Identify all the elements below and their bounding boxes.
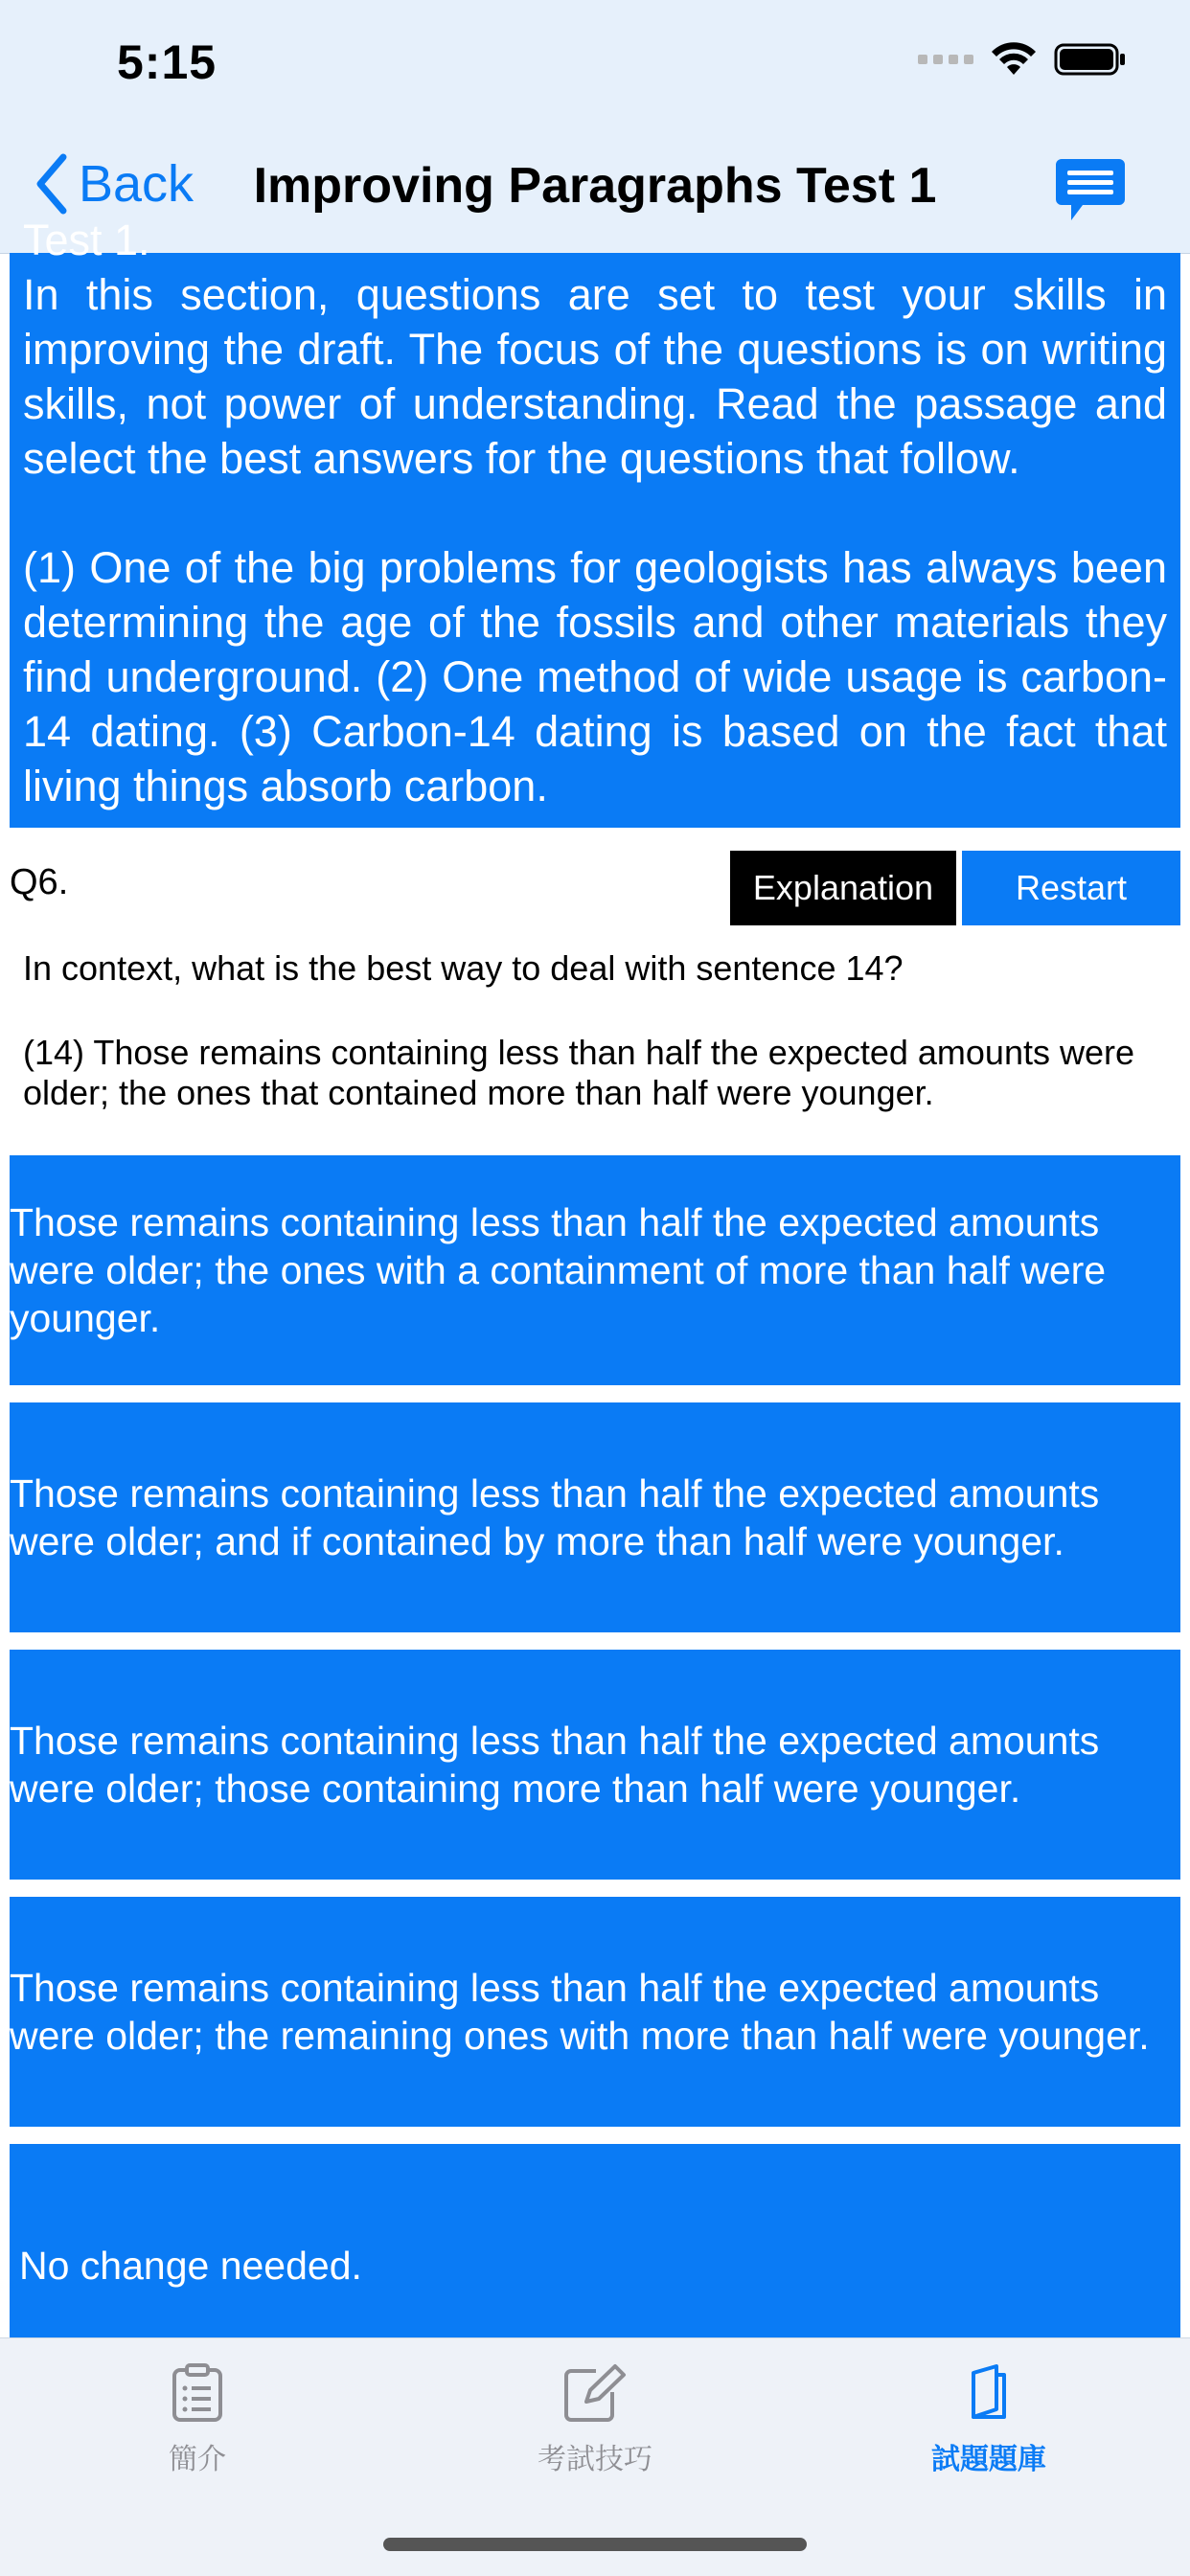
answer-option-5[interactable] [10,2144,1180,2337]
answer-option-1[interactable] [10,1155,1180,1385]
tab-label: 簡介 [169,2444,226,2475]
tab-intro[interactable] [102,2363,293,2477]
passage-panel[interactable] [10,216,1180,828]
status-icons [918,42,1127,77]
page-title: Improving Paragraphs Test 1 [253,158,937,214]
question-number: Q6. [10,862,69,902]
passage-clipped-line: Test 1. [23,216,150,264]
answer-option-text: Those remains containing less than half the expected amounts were older; the remaining ones with more than half were younger. [10,1966,1150,2058]
tab-label: 考試技巧 [538,2444,652,2475]
passage-body: (1) One of the big problems for geologists has always been determining the age of the fossils and other materials they find underground. (2) One method of wide usage is carbon-14 dating. (3) Carbon-14 dating is based on the fact that living things absorb carbon. [23,543,1167,810]
answer-option-text: Those remains containing less than half the expected amounts were older; and if contained by more than half were younger. [10,1471,1100,1563]
wifi-icon [991,42,1037,77]
clipboard-list-icon [172,2363,223,2423]
restart-button[interactable]: Restart [962,851,1180,925]
home-indicator [383,2538,807,2551]
tab-exam-tips[interactable] [499,2363,691,2477]
answer-option-3[interactable] [10,1650,1180,1880]
passage-text [23,213,1167,868]
battery-icon [1054,42,1127,77]
question-prompt: In context, what is the best way to deal with sentence 14? [23,948,904,988]
tab-label: 試題題庫 [931,2444,1046,2475]
answer-option-2[interactable] [10,1402,1180,1632]
back-label: Back [79,155,195,213]
edit-note-icon [563,2363,627,2423]
answer-option-text: No change needed. [19,2244,362,2288]
answer-option-text: Those remains containing less than half the expected amounts were older; the ones with a containment of more than half were younger. [10,1200,1107,1340]
book-icon [968,2363,1010,2423]
question-sentence: (14) Those remains containing less than half the expected amounts were older; the ones that contained more than half were younger. [23,1033,1134,1112]
explanation-button[interactable]: Explanation [730,851,956,925]
cellular-signal-icon [918,55,973,64]
passage-intro: In this section, questions are set to test your skills in improving the draft. The focus of the questions is on writing skills, not power of understanding. Read the passage and select the best answers for the questions that follow. [23,270,1167,483]
answer-option-4[interactable] [10,1897,1180,2127]
answer-option-text: Those remains containing less than half the expected amounts were older; those containing more than half were younger. [10,1719,1100,1811]
tab-question-bank[interactable] [893,2363,1085,2477]
status-time: 5:15 [117,35,217,89]
